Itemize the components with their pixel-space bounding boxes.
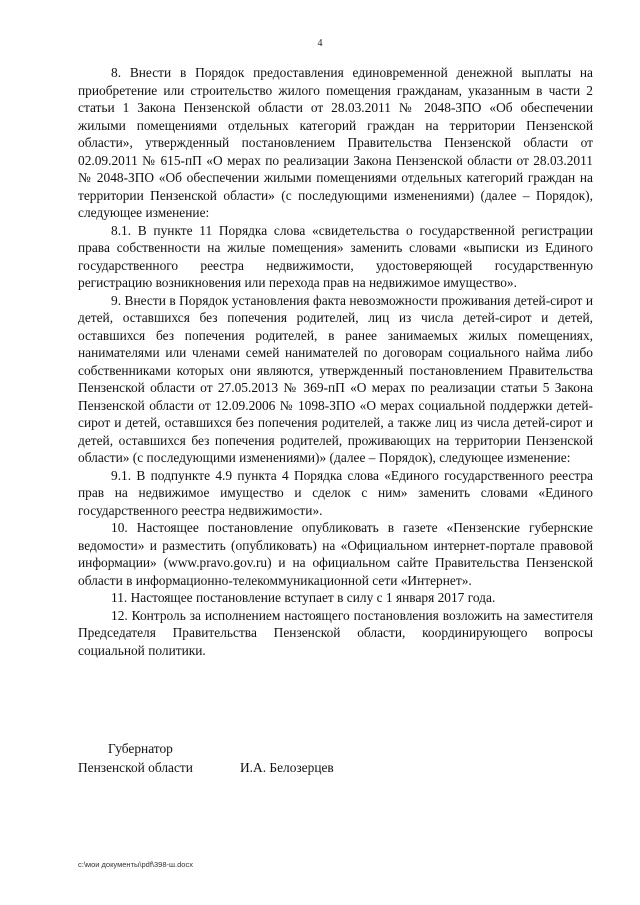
signatory-title-line1: Губернатор — [108, 741, 173, 756]
page-number: 4 — [317, 38, 323, 49]
paragraph-item-8: 8. Внести в Порядок предоставления единовременной денежной выплаты на приобретение или строительство жилого помещения гражданам, указанным в части 2 статьи 1 Закона Пензенской области от 28.03.2011 № 2048-ЗПО «Об обеспечении жилыми помещениями отдельных категорий граждан на территории Пензенской области», утвержденный постановлением Правительства Пензенской области от 02.09.2011 № 615-пП «О мерах по реализации Закона Пензенской области от 28.03.2011 № 2048-ЗПО «Об обеспечении жилыми помещениями отдельных категорий граждан на территории Пензенской области» (с последующими изменениями) (далее – Порядок), следующее изменение: — [78, 65, 593, 220]
footer-file-path: c:\мои документы\pdf\398-ш.docx — [78, 860, 193, 869]
signatory-name: И.А. Белозерцев — [240, 760, 334, 775]
paragraph-item-12: 12. Контроль за исполнением настоящего постановления возложить на заместителя Председателя Правительства Пензенской области, координирующего вопросы социальной политики. — [78, 607, 593, 658]
paragraph-item-9-1: 9.1. В подпункте 4.9 пункта 4 Порядка слова «Единого государственного реестра прав на недвижимое имущество и сделок с ним» заменить словами «Единого государственного реестра недвижимости». — [78, 467, 593, 518]
paragraph-item-11: 11. Настоящее постановление вступает в силу с 1 января 2017 года. — [111, 590, 496, 605]
document-body — [78, 64, 593, 659]
paragraph-item-8-1: 8.1. В пункте 11 Порядка слова «свидетельства о государственной регистрации права собственности на жилые помещения» заменить словами «выписки из Единого государственного реестра недвижимости, удостоверяющей государственную регистрацию возникновения или перехода прав на недвижимое имущество». — [78, 222, 593, 290]
paragraph-item-9: 9. Внести в Порядок установления факта невозможности проживания детей-сирот и детей, оставшихся без попечения родителей, лиц из числа детей-сирот и детей, оставшихся без попечения родителей, в ранее занимаемых жилых помещениях, нанимателями или членами семей нанимателей по договорам социального найма либо собственниками которых они являются, утвержденный постановлением Правительства Пензенской области от 27.05.2013 № 369-пП «О мерах по реализации статьи 5 Закона Пензенской области от 12.09.2006 № 1098-ЗПО «О мерах социальной поддержки детей-сирот и детей, оставшихся без попечения родителей, а также лиц из числа детей-сирот и детей, оставшихся без попечения родителей, проживающих на территории Пензенской области» (с последующими изменениями)» (далее – Порядок), следующее изменение: — [78, 292, 593, 465]
paragraph-item-10: 10. Настоящее постановление опубликовать в газете «Пензенские губернские ведомости» и разместить (опубликовать) на «Официальном интернет-портале правовой информации» (www.pravo.gov.ru) и на официальном сайте Правительства Пензенской области в информационно-телекоммуникационной сети «Интернет». — [78, 520, 593, 588]
signatory-title-line2: Пензенской области — [78, 760, 193, 775]
